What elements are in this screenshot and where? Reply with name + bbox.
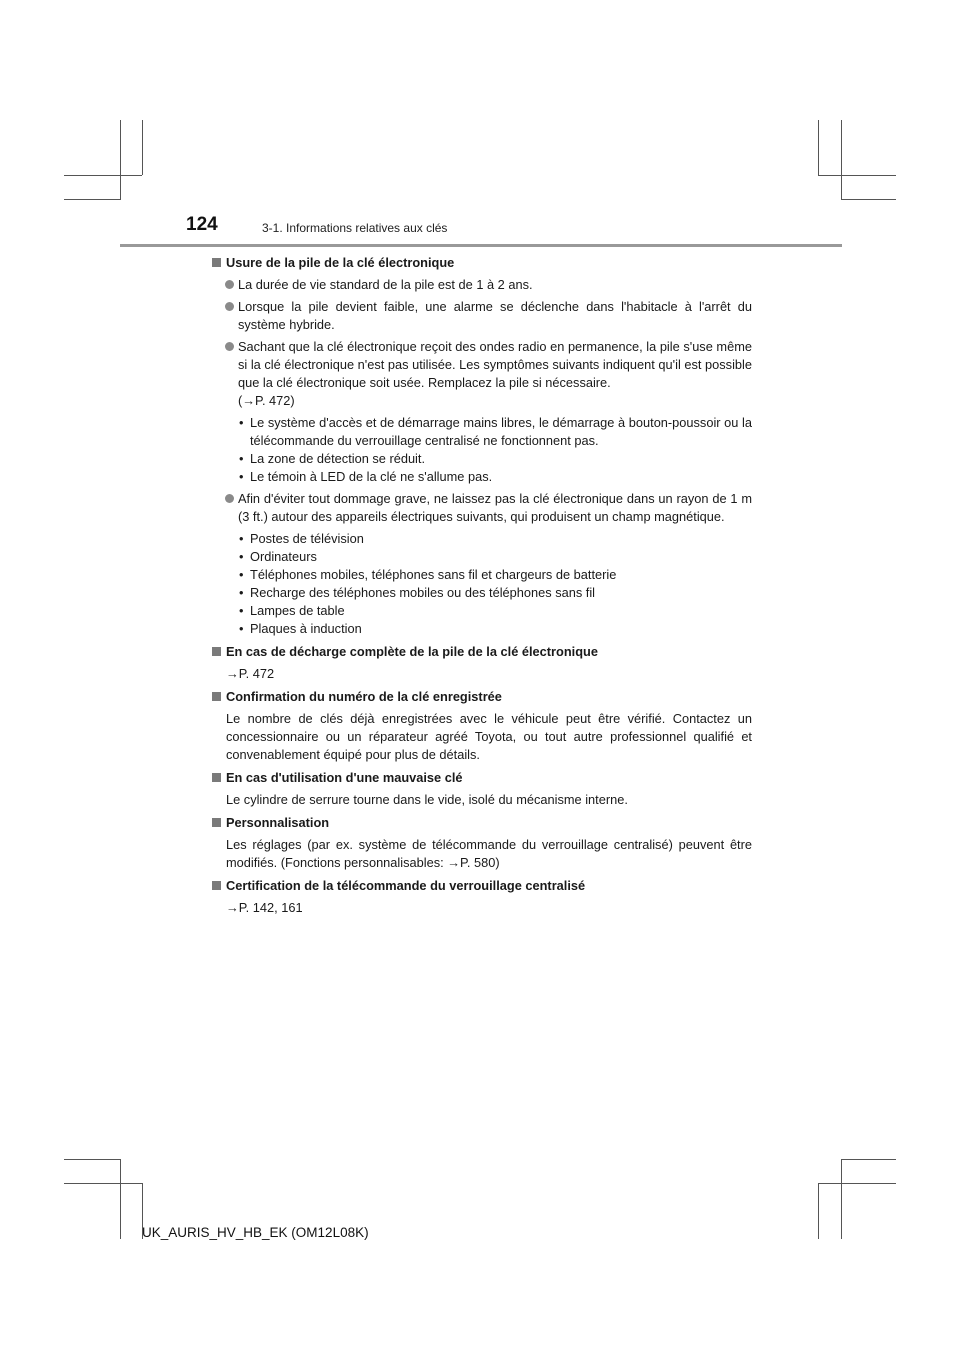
page-reference: (→P. 472) [238,393,295,408]
crop-mark [64,1183,142,1184]
section-battery-wear [212,254,752,638]
bullet-icon: • [239,585,244,600]
page-reference: →P. 142, 161 [226,900,303,915]
section-body: Le cylindre de serrure tourne dans le vide, isolé du mécanisme interne. [226,792,628,807]
bullet-icon: • [239,603,244,618]
section-title: En cas d'utilisation d'une mauvaise clé [212,769,752,787]
section-title: Personnalisation [212,814,752,832]
crop-mark [818,175,896,176]
crop-mark [120,120,121,200]
sub-item: • Plaques à induction [239,621,362,636]
bullet-icon: • [239,621,244,636]
content [212,254,752,922]
crop-mark [64,1159,120,1160]
section-certification [212,877,752,917]
square-bullet-icon [212,647,221,656]
square-bullet-icon [212,881,221,890]
list-item: Sachant que la clé électronique reçoit des ondes radio en permanence, la pile s'use même si la clé électronique n'est pas utilisée. Les symptômes suivants indiquent qu'il est possible que la clé électronique soit usée. Remplacez la pile si nécessaire. (→P. 472) [212,338,752,410]
page-reference: →P. 472 [226,666,275,681]
crop-mark [64,175,142,176]
crop-mark [841,120,842,200]
crop-mark [120,1159,121,1239]
list-item: Afin d'éviter tout dommage grave, ne laissez pas la clé électronique dans un rayon de 1 m (3 ft.) autour des appareils électriques suivants, qui produisent un champ magnétique. [212,490,752,526]
footer-code: UK_AURIS_HV_HB_EK (OM12L08K) [142,1225,369,1240]
square-bullet-icon [212,692,221,701]
circle-bullet-icon [225,302,234,311]
bullet-icon: • [239,469,244,484]
circle-bullet-icon [225,494,234,503]
section-body: Les réglages (par ex. système de télécommande du verrouillage centralisé) peuvent être modifiés. (Fonctions personnalisables: →P. 580) [226,837,752,870]
section-title: Certification de la télécommande du verrouillage centralisé [212,877,752,895]
bullet-icon: • [239,415,244,430]
sub-item: • Le système d'accès et de démarrage mains libres, le démarrage à bouton-poussoir ou la télécommande du verrouillage centralisé ne fonctionnent pas. [239,415,752,448]
page-number: 124 [186,214,218,235]
bullet-icon: • [239,451,244,466]
section-customization [212,814,752,872]
square-bullet-icon [212,258,221,267]
sub-item: • Postes de télévision [239,531,364,546]
square-bullet-icon [212,773,221,782]
section-body: Le nombre de clés déjà enregistrées avec le véhicule peut être vérifié. Contactez un concessionnaire ou un réparateur agréé Toyota, ou tout autre professionnel qualifié et convenablement équipé pour plus de détails. [226,711,752,762]
sub-item: • Téléphones mobiles, téléphones sans fil et chargeurs de batterie [239,567,617,582]
list-item: La durée de vie standard de la pile est de 1 à 2 ans. [212,276,752,294]
bullet-icon: • [239,531,244,546]
crop-mark [818,1183,819,1239]
sub-item: • Ordinateurs [239,549,317,564]
crop-mark [841,1159,896,1160]
section-title: 3-1. Informations relatives aux clés [262,221,448,235]
header-rule [120,244,842,247]
crop-mark [142,120,143,175]
crop-mark [64,199,120,200]
section-wrong-key [212,769,752,809]
square-bullet-icon [212,818,221,827]
section-title: En cas de décharge complète de la pile de la clé électronique [212,643,752,661]
bullet-icon: • [239,549,244,564]
bullet-icon: • [239,567,244,582]
sub-item: • Lampes de table [239,603,345,618]
sub-list [212,414,752,486]
section-title: Usure de la pile de la clé électronique [212,254,752,272]
crop-mark [818,1183,896,1184]
section-title: Confirmation du numéro de la clé enregistrée [212,688,752,706]
sub-list [212,530,752,638]
section-battery-discharge [212,643,752,683]
sub-item: • La zone de détection se réduit. [239,451,426,466]
crop-mark [841,1159,842,1239]
crop-mark [818,120,819,175]
sub-item: • Le témoin à LED de la clé ne s'allume pas. [239,469,493,484]
sub-item: • Recharge des téléphones mobiles ou des téléphones sans fil [239,585,596,600]
list-item: Lorsque la pile devient faible, une alarme se déclenche dans l'habitacle à l'arrêt du système hybride. [212,298,752,334]
circle-bullet-icon [225,280,234,289]
crop-mark [841,199,896,200]
section-key-number [212,688,752,764]
circle-bullet-icon [225,342,234,351]
